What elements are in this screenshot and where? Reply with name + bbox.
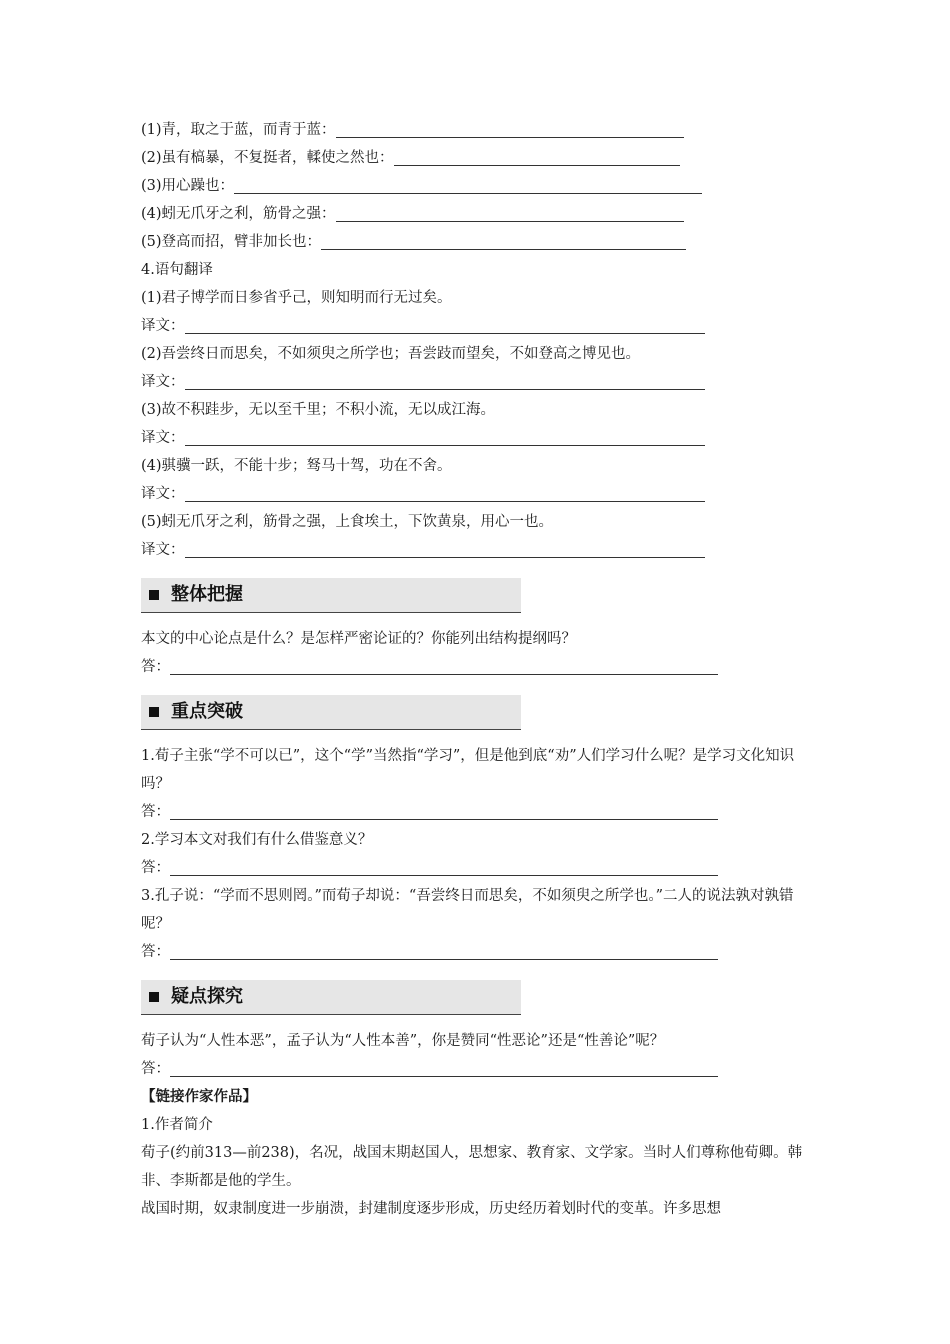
answer-blank[interactable] — [336, 118, 684, 138]
translation-blank[interactable] — [185, 370, 705, 390]
key-question-3: 3.孔子说：“学而不思则罔。”而荀子却说：“吾尝终日而思矣，不如须臾之所学也。”二人的说法孰对孰错呢？ — [141, 888, 794, 932]
square-bullet-icon — [149, 992, 159, 1002]
q3-item-4: (4)蚓无爪牙之利，筋骨之强： — [141, 200, 811, 228]
translation-blank[interactable] — [185, 314, 705, 334]
translation-line: 译文： — [141, 368, 811, 396]
answer-blank[interactable] — [170, 800, 718, 820]
answer-line: 答： — [141, 938, 811, 966]
answer-line: 答： — [141, 854, 811, 882]
answer-blank[interactable] — [170, 1057, 718, 1077]
author-paragraph: 荀子(约前313—前238)，名况，战国末期赵国人，思想家、教育家、文学家。当时人们尊称他荀卿。韩非、李斯都是他的学生。 — [141, 1145, 803, 1189]
translation-blank[interactable] — [185, 538, 705, 558]
square-bullet-icon — [149, 590, 159, 600]
doubt-question: 荀子认为“人性本恶”，孟子认为“人性本善”，你是赞同“性恶论”还是“性善论”呢？ — [141, 1033, 665, 1049]
translation-line: 译文： — [141, 312, 811, 340]
section-title: 重点突破 — [171, 701, 243, 722]
q3-item-5: (5)登高而招，臂非加长也： — [141, 228, 811, 256]
answer-blank[interactable] — [336, 202, 684, 222]
answer-blank[interactable] — [234, 174, 702, 194]
section-title: 疑点探究 — [171, 986, 243, 1007]
q3-item-2: (2)虽有槁暴，不复挺者，輮使之然也： — [141, 144, 811, 172]
q4-item-3: (3)故不积跬步，无以至千里；不积小流，无以成江海。 — [141, 402, 496, 418]
answer-line: 答： — [141, 1055, 811, 1083]
square-bullet-icon — [149, 707, 159, 717]
section-title: 整体把握 — [171, 584, 243, 605]
answer-line: 答： — [141, 653, 811, 681]
history-paragraph: 战国时期，奴隶制度进一步崩溃，封建制度逐步形成，历史经历着划时代的变革。许多思想 — [141, 1201, 721, 1217]
link-heading: 【链接作家作品】 — [141, 1088, 257, 1105]
q4-item-2: (2)吾尝终日而思矣，不如须臾之所学也；吾尝跂而望矣，不如登高之博见也。 — [141, 346, 641, 362]
link-subheading: 1.作者简介 — [141, 1117, 213, 1133]
key-question-1: 1.荀子主张“学不可以已”，这个“学”当然指“学习”，但是他到底“劝”人们学习什么呢？是学习文化知识吗？ — [141, 748, 795, 792]
translation-blank[interactable] — [185, 482, 705, 502]
answer-blank[interactable] — [170, 940, 718, 960]
translation-line: 译文： — [141, 424, 811, 452]
section-header-doubt — [141, 980, 521, 1015]
q4-heading: 4.语句翻译 — [141, 262, 213, 278]
q3-item-1: (1)青，取之于蓝，而青于蓝： — [141, 116, 811, 144]
section-header-key — [141, 695, 521, 730]
translation-line: 译文： — [141, 536, 811, 564]
answer-blank[interactable] — [170, 655, 718, 675]
translation-blank[interactable] — [185, 426, 705, 446]
q4-item-1: (1)君子博学而日参省乎己，则知明而行无过矣。 — [141, 290, 452, 306]
key-question-2: 2.学习本文对我们有什么借鉴意义？ — [141, 832, 373, 848]
answer-blank[interactable] — [321, 230, 686, 250]
section-header-overall — [141, 578, 521, 613]
q3-item-3: (3)用心躁也： — [141, 172, 811, 200]
translation-line: 译文： — [141, 480, 811, 508]
answer-line: 答： — [141, 798, 811, 826]
answer-blank[interactable] — [170, 856, 718, 876]
document-page — [141, 116, 811, 1223]
answer-blank[interactable] — [394, 146, 680, 166]
q4-item-5: (5)蚓无爪牙之利，筋骨之强，上食埃土，下饮黄泉，用心一也。 — [141, 514, 554, 530]
overall-question: 本文的中心论点是什么？是怎样严密论证的？你能列出结构提纲吗？ — [141, 631, 576, 647]
q4-item-4: (4)骐骥一跃，不能十步；驽马十驾，功在不舍。 — [141, 458, 452, 474]
